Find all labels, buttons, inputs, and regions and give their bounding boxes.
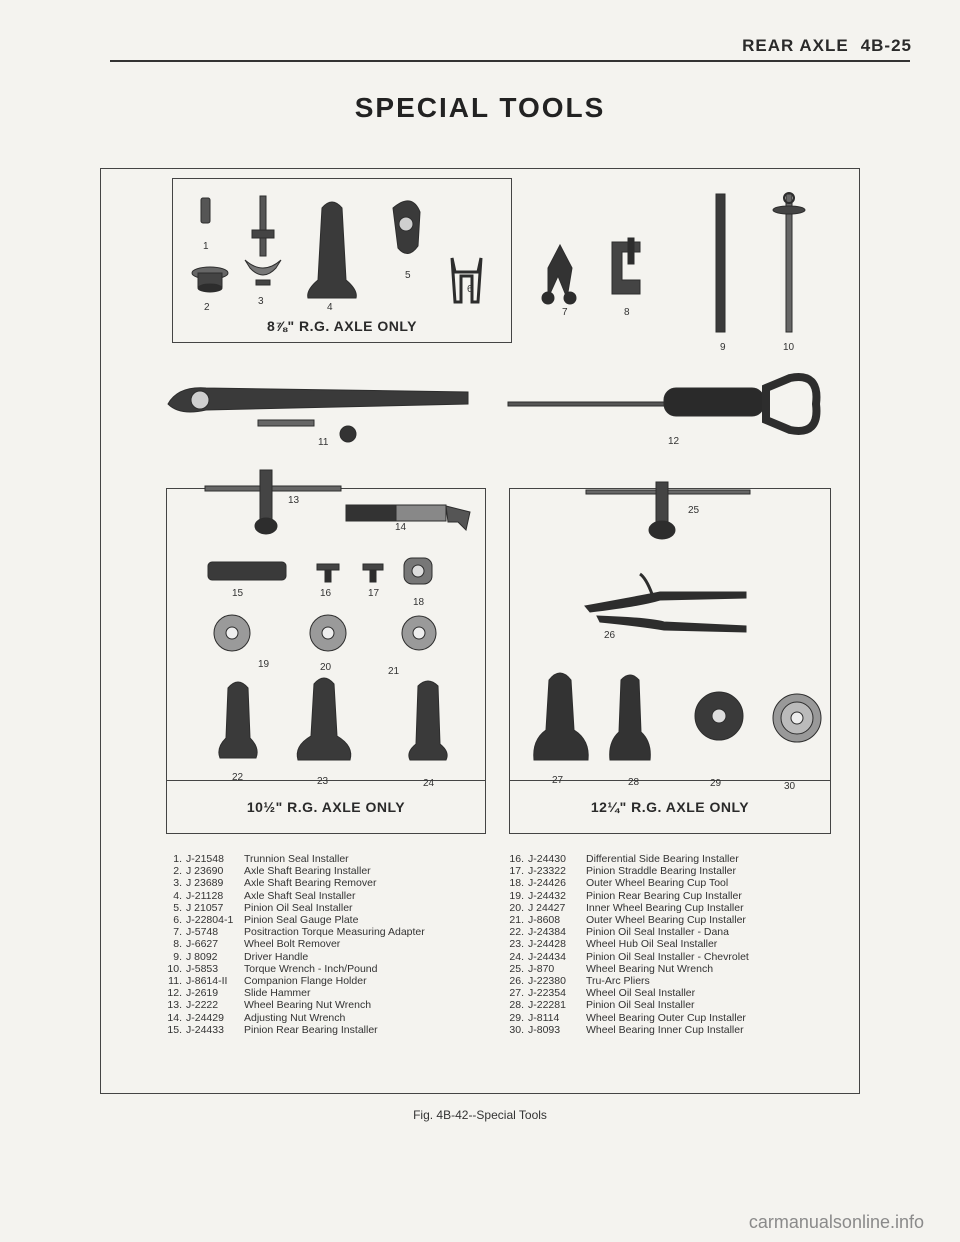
- tool-17-drawing: [363, 564, 383, 582]
- tool-4-drawing: [308, 202, 357, 298]
- tool-18-drawing: [404, 558, 432, 584]
- tool-row: 7. J-5748 Positraction Torque Measuring Adapter: [173, 926, 425, 939]
- callout-6: 6: [467, 284, 473, 295]
- tool-8-drawing: [612, 238, 640, 294]
- tool-row: 25. J-870 Wheel Bearing Nut Wrench: [509, 962, 714, 975]
- tool-row: 2. J 23690 Axle Shaft Bearing Installer: [173, 865, 371, 878]
- callout-14: 14: [395, 522, 407, 533]
- tool-row: 14. J-24429 Adjusting Nut Wrench: [167, 1011, 346, 1024]
- callout-30: 30: [784, 781, 796, 792]
- tool-row: 6. J-22804-1 Pinion Seal Gauge Plate: [173, 914, 359, 927]
- tool-row: 17. J-23322 Pinion Straddle Bearing Installer: [509, 865, 737, 878]
- callout-20: 20: [320, 662, 332, 673]
- tool-row: 20. J 24427 Inner Wheel Bearing Cup Installer: [509, 901, 744, 914]
- tool-row: 26. J-22380 Tru-Arc Pliers: [509, 975, 650, 988]
- tool-row: 10. J-5853 Torque Wrench - Inch/Pound: [167, 962, 378, 975]
- callout-13: 13: [288, 495, 300, 506]
- tool-2-drawing: [192, 267, 228, 292]
- tool-30-drawing: [773, 694, 821, 742]
- callout-16: 16: [320, 588, 332, 599]
- tool-row: 3. J 23689 Axle Shaft Bearing Remover: [173, 877, 377, 890]
- tool-26-drawing: [585, 574, 746, 632]
- callout-25: 25: [688, 505, 700, 516]
- tool-row: 22. J-24384 Pinion Oil Seal Installer - Dana: [509, 926, 729, 939]
- tool-16-drawing: [317, 564, 339, 582]
- tool-row: 23. J-24428 Wheel Hub Oil Seal Installer: [509, 938, 718, 951]
- section-title: REAR AXLE: [742, 36, 849, 55]
- tool-3-drawing: [245, 196, 281, 285]
- tools-list-left: [150, 853, 425, 1036]
- tool-7-drawing: [542, 245, 576, 304]
- callout-4: 4: [327, 302, 333, 313]
- tool-25-drawing: [586, 482, 750, 539]
- tool-row: 9. J 8092 Driver Handle: [173, 950, 309, 963]
- tool-row: 13. J-2222 Wheel Bearing Nut Wrench: [167, 999, 372, 1012]
- callout-27: 27: [552, 775, 564, 786]
- callout-17: 17: [368, 588, 380, 599]
- tool-24-drawing: [409, 681, 447, 760]
- callout-3: 3: [258, 296, 264, 307]
- tool-row: 11. J-8614-II Companion Flange Holder: [168, 975, 367, 988]
- tool-row: 24. J-24434 Pinion Oil Seal Installer - Chevrolet: [509, 950, 749, 963]
- tool-row: 21. J-8608 Outer Wheel Bearing Cup Installer: [509, 914, 746, 927]
- tool-row: 8. J-6627 Wheel Bolt Remover: [173, 938, 341, 951]
- panel-caption-8-7-8: 8⅞" R.G. AXLE ONLY: [267, 318, 417, 334]
- tool-row: 29. J-8114 Wheel Bearing Outer Cup Installer: [509, 1011, 746, 1024]
- tool-13-drawing: [205, 470, 341, 534]
- panel-caption-10-1-2: 10½" R.G. AXLE ONLY: [167, 780, 485, 833]
- tool-6-drawing: [452, 258, 481, 302]
- tool-29-drawing: [695, 692, 743, 740]
- page-title: SPECIAL TOOLS: [354, 92, 606, 123]
- callout-2: 2: [204, 302, 210, 313]
- callout-7: 7: [562, 307, 568, 318]
- tool-9-drawing: [716, 194, 725, 332]
- callout-11: 11: [318, 437, 329, 448]
- callout-28: 28: [628, 777, 640, 788]
- callout-1: 1: [203, 241, 209, 252]
- tool-row: 16. J-24430 Differential Side Bearing Installer: [509, 853, 739, 865]
- tool-27-drawing: [534, 673, 588, 760]
- tool-row: 28. J-22281 Pinion Oil Seal Installer: [509, 999, 695, 1012]
- tool-19-drawing: [214, 615, 250, 651]
- callout-23: 23: [317, 776, 329, 787]
- tool-row: 18. J-24426 Outer Wheel Bearing Cup Tool: [509, 877, 729, 890]
- tool-23-drawing: [297, 678, 351, 760]
- tool-row: 30. J-8093 Wheel Bearing Inner Cup Installer: [509, 1023, 744, 1036]
- tool-10-drawing: [773, 193, 805, 332]
- panel-caption-12-1-4: 12¼" R.G. AXLE ONLY: [510, 780, 830, 833]
- callout-21: 21: [388, 666, 400, 677]
- tool-row: 19. J-24432 Pinion Rear Bearing Cup Installer: [509, 889, 742, 902]
- tool-12-drawing: [508, 377, 816, 431]
- callout-9: 9: [720, 342, 726, 353]
- callout-22: 22: [232, 772, 244, 783]
- tool-14-drawing: [346, 505, 470, 530]
- callout-26: 26: [604, 630, 616, 641]
- tool-row: 12. J-2619 Slide Hammer: [167, 987, 311, 1000]
- tool-1-drawing: [201, 198, 210, 223]
- tool-row: 15. J-24433 Pinion Rear Bearing Installer: [167, 1023, 378, 1036]
- callout-10: 10: [783, 342, 795, 353]
- callout-8: 8: [624, 307, 630, 318]
- tool-22-drawing: [219, 682, 257, 758]
- callout-29: 29: [710, 778, 722, 789]
- tools-list-right: [492, 853, 749, 1036]
- tool-20-drawing: [310, 615, 346, 651]
- callout-5: 5: [405, 270, 411, 281]
- callout-18: 18: [413, 597, 425, 608]
- tool-11-drawing: [168, 388, 468, 442]
- tool-5-drawing: [393, 201, 420, 254]
- figure-caption: Fig. 4B-42--Special Tools: [413, 1108, 547, 1122]
- callout-19: 19: [258, 659, 270, 670]
- tool-row: 27. J-22354 Wheel Oil Seal Installer: [509, 987, 696, 1000]
- tool-28-drawing: [610, 675, 651, 760]
- callout-12: 12: [668, 436, 680, 447]
- tool-row: 4. J-21128 Axle Shaft Seal Installer: [173, 889, 356, 902]
- callout-24: 24: [423, 778, 435, 789]
- page-number: 4B-25: [860, 36, 912, 55]
- tool-row: 1. J-21548 Trunnion Seal Installer: [173, 853, 349, 865]
- watermark: carmanualsonline.info: [748, 1212, 924, 1232]
- tool-21-drawing: [402, 616, 436, 650]
- tool-row: 5. J 21057 Pinion Oil Seal Installer: [173, 901, 353, 914]
- callout-15: 15: [232, 588, 244, 599]
- tool-15-drawing: [208, 562, 286, 580]
